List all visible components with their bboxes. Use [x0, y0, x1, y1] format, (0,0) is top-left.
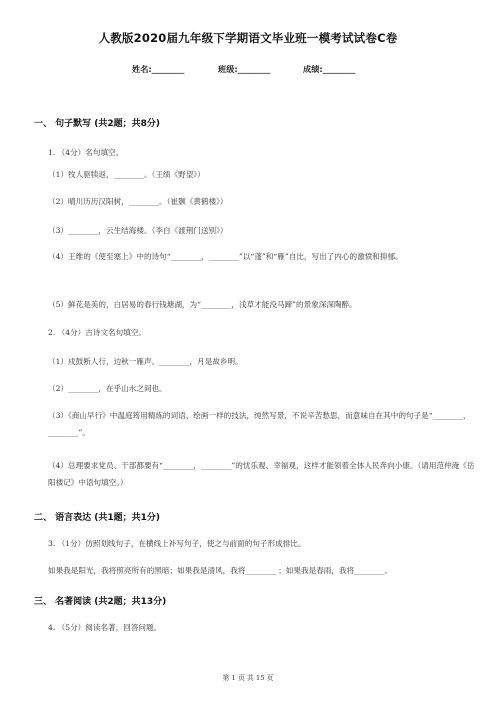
- class-field: 班级:________: [218, 64, 271, 74]
- question-1-item-1: （1）牧人驱犊返，________。（王绩《野望》）: [48, 170, 205, 179]
- question-1-heading: 1. （4分）名句填空。: [48, 148, 124, 157]
- page-footer: 第 1 页 共 15 页: [222, 674, 274, 682]
- section-heading-1: 一、 句子默写 (共2题；共8分): [34, 119, 161, 129]
- question-1-item-5: （5）鲜花是美的，白居易的春行钱塘湖，为“________，浅草才能没马蹄”的景象深深陶醉。: [48, 300, 357, 309]
- question-2-item-2: （2）________，在乎山水之间也。: [48, 384, 167, 393]
- section-heading-2: 二、 语言表达 (共1题；共1分): [34, 513, 161, 523]
- score-field: 成绩:________: [303, 64, 356, 74]
- section-heading-3: 三、 名著阅读 (共2题；共13分): [34, 597, 167, 607]
- question-2-item-1: （1）戍鼓断人行，边秋一雁声。________，月是故乡明。: [48, 357, 243, 366]
- question-1-item-3: （3）________，云生结海楼。（李白《渡荆门送别》）: [48, 226, 228, 235]
- question-2-item-3: （3）《商山早行》中温庭筠用精炼的词语、绘画一样的技法，纯然写景，不说辛苦愁思，而意味自在其中的句子是“________，________”。: [48, 411, 471, 437]
- name-field: 姓名:________: [132, 64, 185, 74]
- question-3-heading: 3. （1分）仿照划线句子，在横线上补写句子，使之与前面的句子形成排比。: [48, 539, 306, 548]
- question-1-item-4: （4）王维的《使至塞上》中的诗句“________，________”以“蓬”和“雁”自比，写出了内心的激愤和抑郁。: [48, 252, 403, 261]
- question-2-item-4: （4）总理要求党员、干部都要有“________，________”的忧乐观、幸福观，这样才能领着全体人民奔向小康。（请用范仲淹《岳阳楼记》中语句填空。）: [48, 461, 475, 487]
- question-2-heading: 2. （4分）古诗文名句填空。: [48, 328, 147, 337]
- question-1-item-2: （2）晴川历历汉阳树，________。（崔颢《黄鹤楼》）: [48, 197, 228, 206]
- question-3-body: 如果我是阳光，我将照亮所有的黑暗；如果我是清风，我将________ ；如果我是春雨，我将________。: [48, 566, 393, 575]
- page-title: 人教版2020届九年级下学期语文毕业班一模考试试卷C卷: [98, 31, 398, 45]
- question-4-heading: 4. （5分）阅读名著，回答问题。: [48, 623, 162, 632]
